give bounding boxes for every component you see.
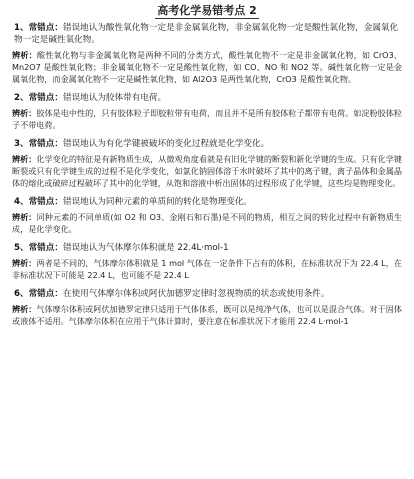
question-text: 在使用气体摩尔体积或阿伏加德罗定律时忽视物质的状态或使用条件。	[62, 289, 330, 299]
analysis-text: 两者是不同的，气体摩尔体积就是 1 mol 气体在一定条件下占有的体积，在标准状况下为 22.4 L，在非标准状况下可能是 22.4 L，也可能不是 22.4 L	[12, 258, 402, 280]
analysis-label: 辨析：	[12, 258, 37, 268]
analysis-text: 气体摩尔体积或阿伏加德罗定律只适用于气体体系，既可以是纯净气体，也可以是混合气体。对于固体或液体不适用。气体摩尔体积在应用于气体计算时，要注意在标准状况下才能用 22.4 L·mol-1	[12, 304, 402, 326]
error-point-question	[12, 22, 402, 46]
error-point-question	[12, 138, 402, 150]
analysis-text: 化学变化的特征是有新物质生成，从微观角度看就是有旧化学键的断裂和新化学键的生成。只有化学键断裂或只有化学键生成的过程不是化学变化，如氯化钠固体溶于水时破坏了其中的离子键，离子晶体和金属晶体的熔化或破碎过程破坏了其中的化学键，从饱和溶液中析出固体的过程形成了化学键，这些均是物理变化。	[12, 154, 402, 188]
question-label: 2、常错点：	[14, 93, 63, 103]
question-text: 错误地认为同种元素的单质间的转化是物理变化。	[62, 197, 253, 207]
question-label: 5、常错点：	[14, 243, 63, 253]
error-point-question	[12, 242, 402, 254]
question-label: 4、常错点：	[14, 197, 63, 207]
question-label: 3、常错点：	[14, 139, 63, 149]
analysis-label: 辨析：	[12, 108, 37, 118]
error-point-item-5	[12, 242, 402, 281]
error-point-item-6	[12, 288, 402, 327]
error-point-analysis	[12, 49, 402, 85]
analysis-text: 同种元素的不同单质(如 O2 和 O3、金刚石和石墨)是不同的物质，相互之间的转化过程中有新物质生成，是化学变化。	[12, 212, 402, 234]
question-text: 错误地认为酸性氧化物一定是非金属氧化物，非金属氧化物一定是酸性氧化物，金属氧化物一定是碱性氧化物。	[14, 23, 399, 45]
error-point-analysis	[12, 153, 402, 189]
document-title-text: 高考化学易错考点 2	[157, 4, 257, 17]
analysis-text: 酸性氧化物与非金属氧化物是两种不同的分类方式，酸性氧化物不一定是非金属氧化物，如 CrO3、Mn2O7 是酸性氧化物；非金属氧化物不一定是酸性氧化物，如 CO、NO 和 NO2 等。碱性氧化物一定是金属氧化物，而金属氧化物不一定是碱性氧化物，如 Al2O3 是两性氧化物，CrO3 是酸性氧化物。	[12, 50, 402, 84]
analysis-label: 辨析：	[12, 304, 37, 314]
question-label: 1、常错点：	[14, 23, 63, 33]
question-label: 6、常错点：	[14, 289, 63, 299]
error-point-question	[12, 288, 402, 300]
error-point-analysis	[12, 211, 402, 235]
analysis-label: 辨析：	[12, 50, 38, 60]
error-point-question	[12, 92, 402, 104]
error-point-analysis	[12, 107, 402, 131]
analysis-text: 胶体是电中性的，只有胶体粒子即胶粒带有电荷，而且并不是所有胶体粒子都带有电荷。如淀粉胶体粒子不带电荷。	[12, 108, 402, 130]
analysis-label: 辨析：	[12, 212, 37, 222]
error-point-question	[12, 196, 402, 208]
analysis-label: 辨析：	[12, 154, 37, 164]
error-point-analysis	[12, 303, 402, 327]
question-text: 错误地认为胶体带有电荷。	[62, 93, 167, 103]
question-text: 错误地认为气体摩尔体积就是 22.4L·mol-1	[62, 243, 229, 253]
document-title	[12, 4, 402, 19]
error-point-item-4	[12, 196, 402, 235]
question-text: 错误地认为有化学键被破坏的变化过程就是化学变化。	[62, 139, 270, 149]
error-point-item-3	[12, 138, 402, 189]
error-point-item-1	[12, 22, 402, 85]
error-point-item-2	[12, 92, 402, 131]
error-point-analysis	[12, 257, 402, 281]
